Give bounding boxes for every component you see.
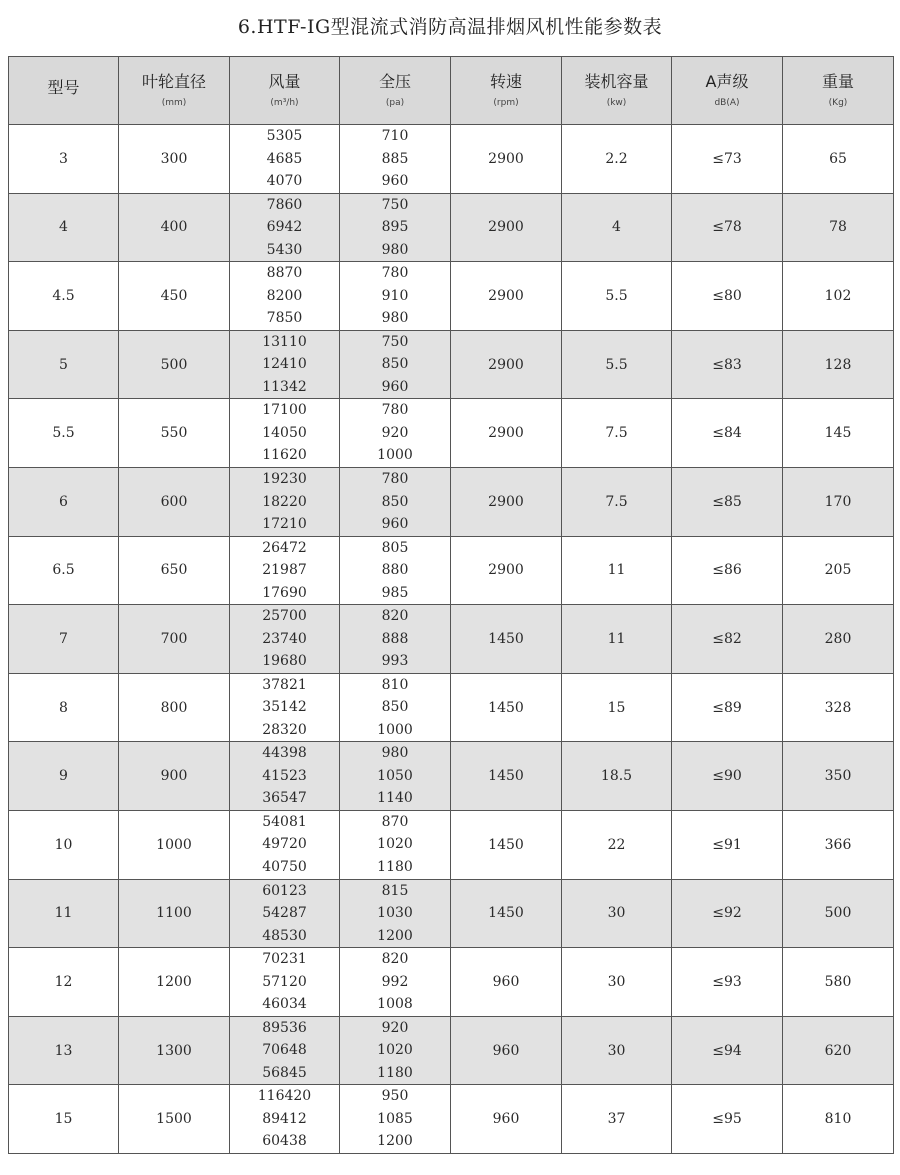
- cell-diameter: 1000: [119, 810, 230, 879]
- cell-airflow-value: 56845: [262, 1064, 307, 1081]
- page-title: 6.HTF-ⅠG型混流式消防高温排烟风机性能参数表: [237, 16, 663, 38]
- cell-pressure-value: 960: [381, 378, 409, 395]
- cell-diameter: 1500: [119, 1085, 230, 1154]
- cell-pressure-value: 870: [381, 813, 409, 830]
- cell-diameter: 1300: [119, 1016, 230, 1085]
- header-unit: (m³/h): [270, 98, 299, 108]
- cell-airflow-value: 41523: [262, 767, 307, 784]
- cell-airflow-value: 70231: [262, 951, 307, 968]
- cell-power: 30: [562, 879, 672, 948]
- cell-airflow: [230, 605, 340, 674]
- cell-airflow-value: 5430: [266, 241, 303, 258]
- cell-pressure-value: 780: [381, 402, 409, 419]
- header-unit: (pa): [385, 98, 405, 108]
- cell-airflow-value: 21987: [262, 562, 307, 579]
- cell-pressure: [340, 1016, 451, 1085]
- cell-airflow: [230, 879, 340, 948]
- cell-noise: ≤95: [672, 1085, 783, 1154]
- header-unit: (mm): [161, 98, 187, 108]
- cell-model: 7: [9, 605, 119, 674]
- cell-model: 15: [9, 1085, 119, 1154]
- cell-airflow-value: 26472: [262, 539, 307, 556]
- cell-pressure-value: 1020: [377, 1042, 413, 1059]
- cell-pressure-value: 1180: [377, 1064, 413, 1081]
- table-row: [9, 879, 894, 948]
- cell-noise: ≤89: [672, 673, 783, 742]
- cell-power: 15: [562, 673, 672, 742]
- cell-weight: 620: [783, 1016, 894, 1085]
- cell-airflow-value: 35142: [262, 699, 307, 716]
- cell-pressure: [340, 467, 451, 536]
- cell-pressure-value: 1000: [377, 721, 413, 738]
- cell-airflow-value: 17210: [262, 516, 307, 533]
- cell-noise: ≤93: [672, 948, 783, 1017]
- cell-speed: 2900: [451, 125, 562, 194]
- cell-airflow-value: 54081: [262, 813, 307, 830]
- cell-airflow-value: 5305: [266, 128, 303, 145]
- table-row: [9, 330, 894, 399]
- cell-weight: 128: [783, 330, 894, 399]
- cell-model: 9: [9, 742, 119, 811]
- cell-power: 30: [562, 1016, 672, 1085]
- cell-pressure-value: 1030: [377, 905, 413, 922]
- cell-pressure-value: 1000: [377, 447, 413, 464]
- cell-airflow-value: 40750: [262, 858, 307, 875]
- cell-power: 7.5: [562, 467, 672, 536]
- cell-airflow-value: 11620: [262, 447, 307, 464]
- cell-weight: 102: [783, 262, 894, 331]
- table-header-row: [9, 57, 894, 125]
- cell-airflow: [230, 125, 340, 194]
- cell-airflow-value: 18220: [262, 493, 307, 510]
- cell-airflow: [230, 467, 340, 536]
- cell-weight: 78: [783, 193, 894, 262]
- cell-airflow-value: 19680: [262, 653, 307, 670]
- cell-weight: 205: [783, 536, 894, 605]
- cell-airflow: [230, 673, 340, 742]
- cell-airflow-value: 60438: [262, 1133, 307, 1150]
- cell-speed: 2900: [451, 536, 562, 605]
- cell-pressure: [340, 330, 451, 399]
- cell-pressure: [340, 879, 451, 948]
- cell-airflow-value: 49720: [262, 836, 307, 853]
- header-weight: [783, 57, 894, 125]
- cell-weight: 328: [783, 673, 894, 742]
- header-label: 装机容量: [584, 72, 649, 91]
- cell-diameter: 450: [119, 262, 230, 331]
- cell-pressure-value: 1085: [377, 1110, 413, 1127]
- cell-power: 11: [562, 605, 672, 674]
- cell-pressure-value: 750: [381, 333, 409, 350]
- header-label: 全压: [378, 72, 411, 91]
- cell-noise: ≤94: [672, 1016, 783, 1085]
- cell-power: 30: [562, 948, 672, 1017]
- cell-airflow-value: 25700: [262, 608, 307, 625]
- cell-pressure: [340, 948, 451, 1017]
- table-row: [9, 810, 894, 879]
- cell-power: 7.5: [562, 399, 672, 468]
- cell-pressure-value: 780: [381, 471, 409, 488]
- table-row: [9, 1016, 894, 1085]
- cell-speed: 2900: [451, 330, 562, 399]
- table-row: [9, 399, 894, 468]
- cell-airflow: [230, 742, 340, 811]
- header-power: [562, 57, 672, 125]
- cell-airflow-value: 116420: [257, 1088, 312, 1105]
- table-row: [9, 193, 894, 262]
- cell-speed: 1450: [451, 605, 562, 674]
- cell-power: 22: [562, 810, 672, 879]
- cell-pressure-value: 815: [381, 882, 409, 899]
- cell-model: 6.5: [9, 536, 119, 605]
- cell-weight: 170: [783, 467, 894, 536]
- table-row: [9, 467, 894, 536]
- cell-model: 12: [9, 948, 119, 1017]
- cell-speed: 2900: [451, 467, 562, 536]
- cell-noise: ≤83: [672, 330, 783, 399]
- cell-diameter: 800: [119, 673, 230, 742]
- cell-airflow-value: 7860: [266, 196, 303, 213]
- cell-noise: ≤84: [672, 399, 783, 468]
- cell-model: 5.5: [9, 399, 119, 468]
- cell-speed: 1450: [451, 810, 562, 879]
- cell-pressure-value: 1050: [377, 767, 413, 784]
- cell-diameter: 1200: [119, 948, 230, 1017]
- cell-airflow-value: 14050: [262, 424, 307, 441]
- cell-pressure-value: 920: [381, 1019, 409, 1036]
- cell-pressure-value: 993: [381, 653, 409, 670]
- table-row: [9, 673, 894, 742]
- cell-weight: 366: [783, 810, 894, 879]
- cell-airflow: [230, 330, 340, 399]
- cell-speed: 960: [451, 948, 562, 1017]
- cell-noise: ≤85: [672, 467, 783, 536]
- cell-power: 4: [562, 193, 672, 262]
- cell-pressure-value: 1140: [377, 790, 413, 807]
- cell-weight: 350: [783, 742, 894, 811]
- cell-model: 11: [9, 879, 119, 948]
- cell-model: 13: [9, 1016, 119, 1085]
- cell-pressure-value: 885: [381, 150, 409, 167]
- cell-noise: ≤90: [672, 742, 783, 811]
- cell-airflow-value: 6942: [266, 219, 303, 236]
- cell-diameter: 300: [119, 125, 230, 194]
- table-row: [9, 1085, 894, 1154]
- header-unit: (kw): [606, 98, 627, 108]
- cell-airflow: [230, 262, 340, 331]
- cell-airflow-value: 4070: [266, 173, 303, 190]
- cell-airflow-value: 17690: [262, 584, 307, 601]
- cell-airflow-value: 12410: [262, 356, 307, 373]
- cell-airflow: [230, 1016, 340, 1085]
- cell-weight: 500: [783, 879, 894, 948]
- table-row: [9, 948, 894, 1017]
- cell-pressure: [340, 399, 451, 468]
- cell-pressure-value: 985: [381, 584, 409, 601]
- cell-pressure: [340, 605, 451, 674]
- header-label: 重量: [821, 72, 854, 91]
- table-row: [9, 125, 894, 194]
- cell-airflow-value: 57120: [262, 973, 307, 990]
- header-label: 叶轮直径: [141, 72, 206, 91]
- cell-pressure-value: 780: [381, 265, 409, 282]
- cell-speed: 1450: [451, 879, 562, 948]
- cell-speed: 2900: [451, 262, 562, 331]
- cell-noise: ≤92: [672, 879, 783, 948]
- cell-diameter: 400: [119, 193, 230, 262]
- cell-speed: 960: [451, 1016, 562, 1085]
- cell-airflow-value: 11342: [262, 378, 307, 395]
- cell-pressure-value: 850: [381, 493, 409, 510]
- cell-airflow-value: 54287: [262, 905, 307, 922]
- cell-pressure-value: 895: [381, 219, 409, 236]
- cell-pressure-value: 992: [381, 973, 409, 990]
- cell-airflow-value: 48530: [262, 927, 307, 944]
- cell-airflow-value: 19230: [262, 471, 307, 488]
- cell-pressure-value: 910: [381, 287, 409, 304]
- cell-weight: 280: [783, 605, 894, 674]
- cell-airflow-value: 13110: [262, 333, 307, 350]
- cell-airflow-value: 7850: [266, 310, 303, 327]
- header-label: A声级: [705, 72, 749, 91]
- cell-diameter: 650: [119, 536, 230, 605]
- header-speed: [451, 57, 562, 125]
- cell-airflow-value: 44398: [262, 745, 307, 762]
- cell-speed: 1450: [451, 673, 562, 742]
- cell-pressure-value: 805: [381, 539, 409, 556]
- table-row: [9, 536, 894, 605]
- cell-pressure-value: 850: [381, 699, 409, 716]
- table-row: [9, 742, 894, 811]
- cell-pressure: [340, 262, 451, 331]
- header-unit: dB(A): [714, 98, 740, 108]
- cell-power: 5.5: [562, 262, 672, 331]
- cell-power: 18.5: [562, 742, 672, 811]
- cell-pressure-value: 1200: [377, 1133, 413, 1150]
- cell-pressure-value: 810: [381, 676, 409, 693]
- cell-pressure: [340, 742, 451, 811]
- cell-speed: 960: [451, 1085, 562, 1154]
- cell-power: 11: [562, 536, 672, 605]
- cell-pressure: [340, 673, 451, 742]
- cell-noise: ≤91: [672, 810, 783, 879]
- cell-pressure-value: 980: [381, 241, 409, 258]
- header-unit: (rpm): [493, 98, 519, 108]
- cell-airflow-value: 23740: [262, 630, 307, 647]
- cell-speed: 2900: [451, 399, 562, 468]
- cell-pressure-value: 1200: [377, 927, 413, 944]
- cell-model: 3: [9, 125, 119, 194]
- cell-pressure-value: 750: [381, 196, 409, 213]
- cell-speed: 2900: [451, 193, 562, 262]
- table-row: [9, 605, 894, 674]
- cell-airflow: [230, 948, 340, 1017]
- cell-airflow-value: 36547: [262, 790, 307, 807]
- cell-model: 4.5: [9, 262, 119, 331]
- header-label: 型号: [47, 77, 80, 97]
- cell-pressure-value: 960: [381, 516, 409, 533]
- table-body: [9, 125, 894, 1154]
- cell-pressure-value: 880: [381, 562, 409, 579]
- cell-airflow-value: 70648: [262, 1042, 307, 1059]
- header-pressure: [340, 57, 451, 125]
- header-airflow: [230, 57, 340, 125]
- cell-weight: 580: [783, 948, 894, 1017]
- cell-noise: ≤82: [672, 605, 783, 674]
- cell-airflow-value: 89412: [262, 1110, 307, 1127]
- cell-pressure-value: 1180: [377, 858, 413, 875]
- cell-pressure-value: 820: [381, 951, 409, 968]
- cell-pressure: [340, 125, 451, 194]
- header-label: 风量: [268, 72, 301, 91]
- cell-noise: ≤73: [672, 125, 783, 194]
- cell-pressure-value: 1008: [377, 996, 413, 1013]
- cell-power: 5.5: [562, 330, 672, 399]
- cell-pressure-value: 950: [381, 1088, 409, 1105]
- cell-model: 4: [9, 193, 119, 262]
- cell-airflow: [230, 399, 340, 468]
- table-row: [9, 262, 894, 331]
- cell-pressure-value: 920: [381, 424, 409, 441]
- cell-diameter: 700: [119, 605, 230, 674]
- cell-airflow-value: 89536: [262, 1019, 307, 1036]
- cell-weight: 145: [783, 399, 894, 468]
- cell-airflow: [230, 810, 340, 879]
- cell-diameter: 500: [119, 330, 230, 399]
- cell-pressure-value: 1020: [377, 836, 413, 853]
- cell-model: 8: [9, 673, 119, 742]
- cell-pressure-value: 960: [381, 173, 409, 190]
- performance-table: [8, 56, 894, 1154]
- cell-pressure-value: 980: [381, 745, 409, 762]
- cell-noise: ≤78: [672, 193, 783, 262]
- cell-airflow-value: 17100: [262, 402, 307, 419]
- header-label: 转速: [489, 72, 522, 91]
- cell-airflow-value: 60123: [262, 882, 307, 899]
- cell-pressure-value: 850: [381, 356, 409, 373]
- header-noise: [672, 57, 783, 125]
- cell-pressure-value: 888: [381, 630, 409, 647]
- header-diameter: [119, 57, 230, 125]
- cell-model: 6: [9, 467, 119, 536]
- cell-noise: ≤86: [672, 536, 783, 605]
- cell-airflow: [230, 1085, 340, 1154]
- cell-diameter: 600: [119, 467, 230, 536]
- cell-pressure-value: 980: [381, 310, 409, 327]
- header-model: [9, 57, 119, 125]
- cell-airflow-value: 8870: [266, 265, 303, 282]
- cell-model: 5: [9, 330, 119, 399]
- cell-power: 37: [562, 1085, 672, 1154]
- cell-pressure: [340, 536, 451, 605]
- cell-pressure: [340, 193, 451, 262]
- cell-pressure-value: 820: [381, 608, 409, 625]
- cell-model: 10: [9, 810, 119, 879]
- cell-power: 2.2: [562, 125, 672, 194]
- cell-airflow: [230, 536, 340, 605]
- cell-diameter: 550: [119, 399, 230, 468]
- cell-airflow-value: 4685: [266, 150, 303, 167]
- cell-diameter: 900: [119, 742, 230, 811]
- cell-diameter: 1100: [119, 879, 230, 948]
- cell-noise: ≤80: [672, 262, 783, 331]
- cell-airflow-value: 8200: [266, 287, 303, 304]
- cell-pressure-value: 710: [381, 128, 409, 145]
- cell-weight: 65: [783, 125, 894, 194]
- cell-airflow: [230, 193, 340, 262]
- cell-airflow-value: 37821: [262, 676, 307, 693]
- cell-pressure: [340, 1085, 451, 1154]
- cell-weight: 810: [783, 1085, 894, 1154]
- cell-pressure: [340, 810, 451, 879]
- header-unit: (Kg): [828, 98, 848, 108]
- cell-airflow-value: 28320: [262, 721, 307, 738]
- cell-airflow-value: 46034: [262, 996, 307, 1013]
- cell-speed: 1450: [451, 742, 562, 811]
